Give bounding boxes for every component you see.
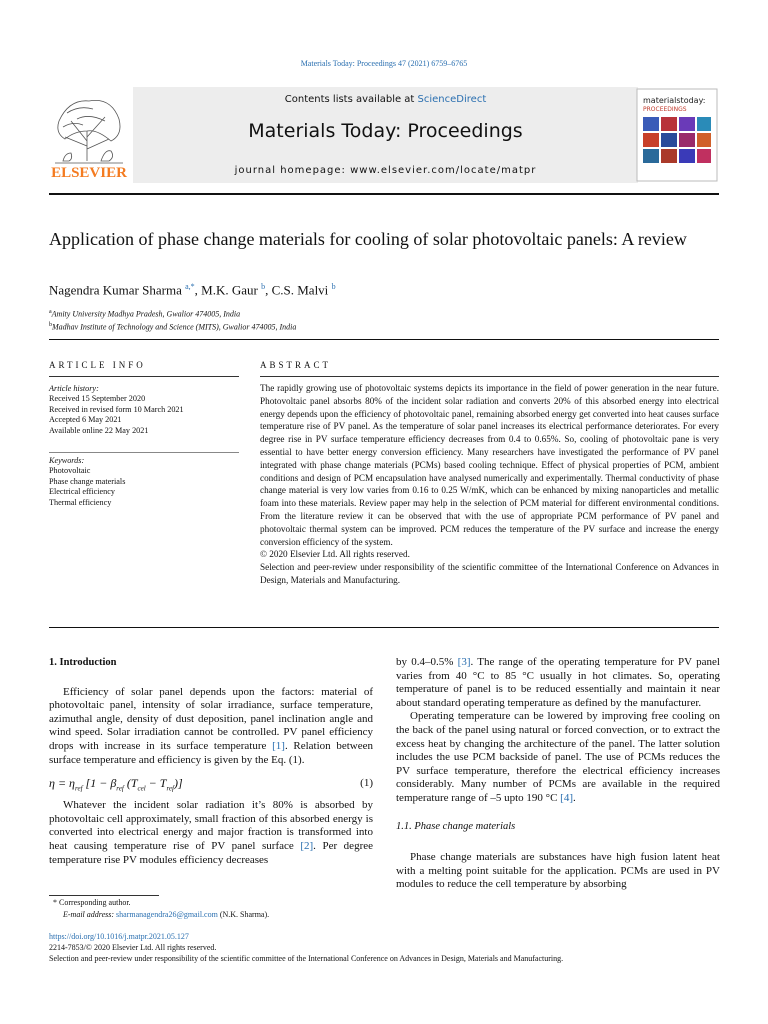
paragraph: Efficiency of solar panel depends upon the factors: material of photovoltaic panel, intensity of solar irradiance, surface temperature, azimuthal angle, density of dust deposition, panel inclination angle and wind speed. Solar irradiation cannot be controlled. PV panel efficiency drops with increase in its surface temperature [1]. Relation between surface temperature and efficiency is given by the Eq. (1). — [49, 685, 373, 766]
history-item: Accepted 6 May 2021 — [49, 415, 122, 425]
doi-link[interactable]: https://doi.org/10.1016/j.matpr.2021.05.127 — [49, 932, 189, 941]
citation-link[interactable]: [1] — [272, 739, 285, 752]
abstract-heading: ABSTRACT — [260, 360, 332, 370]
section-rule — [49, 339, 719, 340]
body-column-left — [49, 656, 373, 867]
keywords: Keywords: Photovoltaic Phase change materials Electrical efficiency Thermal efficiency — [49, 456, 239, 508]
keyword: Thermal efficiency — [49, 497, 112, 507]
keyword: Electrical efficiency — [49, 487, 115, 497]
abstract-selection: Selection and peer-review under responsibility of the scientific committee of the International Conference on Advances in Design, Materials and Manufacturing. — [260, 562, 719, 585]
author-name[interactable]: C.S. Malvi — [271, 282, 329, 298]
paragraph: Operating temperature can be lowered by improving free cooling on the back of the panel using natural or forced convection, or to extract the excess heat by changing the architecture of the panel. The latter solution includes the use PCM backside of panel. The use of PCMs reduces the PV surface temperature, therefore the electrical efficiency increases considerably. Many number of PCMs are available in the required temperature range of –5 upto 190 °C [4]. — [396, 710, 720, 804]
section-heading: 1. Introduction — [49, 657, 117, 668]
email-link[interactable]: sharmanagendra26@gmail.com — [116, 910, 218, 919]
bottom-metadata — [49, 931, 563, 964]
sciencedirect-link[interactable]: ScienceDirect — [417, 94, 487, 105]
article-info-heading: ARTICLE INFO — [49, 360, 146, 370]
contents-line: Contents lists available at ScienceDirect — [284, 94, 487, 105]
abstract-rule — [260, 376, 719, 377]
subsection-heading: 1.1. Phase change materials — [396, 820, 516, 832]
homepage-link[interactable]: www.elsevier.com/locate/matpr — [350, 165, 537, 176]
article-info-rule — [49, 376, 239, 377]
citation-link[interactable]: [4] — [560, 791, 573, 804]
keyword: Phase change materials — [49, 476, 126, 486]
journal-citation[interactable]: Materials Today: Proceedings 47 (2021) 6759–6765 — [300, 59, 468, 68]
journal-title: Materials Today: Proceedings — [248, 120, 523, 142]
author-name[interactable]: Nagendra Kumar Sharma — [49, 282, 182, 298]
elsevier-wordmark: ELSEVIER — [51, 165, 127, 181]
paragraph: by 0.4–0.5% [3]. The range of the operating temperature for PV panel varies from 40 °C to 85 °C usually in hot climates. So, operating temperature of panel is to be reduced essentially and maintain it near about standard operating temperature as defined by the manufacturer. — [396, 656, 720, 709]
header-band — [133, 87, 638, 183]
equation: $\eta = \eta_{ref}$ [$1 - \beta_{ref}$ $(T_{cel} - T_{ref})$] (1) — [49, 776, 373, 793]
citation-link[interactable]: [2] — [300, 839, 314, 852]
author-list: Nagendra Kumar Sharma $^{a,*}$, M.K. Gaur $^b$, C.S. Malvi $^b$ — [49, 282, 336, 298]
abstract-copyright: © 2020 Elsevier Ltd. All rights reserved. — [260, 549, 410, 560]
svg-text:materialstoday:: materialstoday: — [643, 96, 706, 105]
history-item: Received in revised form 10 March 2021 — [49, 404, 184, 414]
corresponding-author-note: * Corresponding author. — [53, 898, 131, 907]
affiliation: $^b$Madhav Institute of Technology and Science (MITS), Gwalior 474005, India — [49, 321, 297, 332]
journal-header — [49, 87, 719, 183]
svg-text:PROCEEDINGS: PROCEEDINGS — [643, 106, 687, 113]
equation-number: (1) — [360, 777, 373, 790]
author-name[interactable]: M.K. Gaur — [201, 282, 258, 298]
footnote-rule — [49, 895, 159, 896]
paragraph: Phase change materials are substances have high fusion latent heat with a melting point suitable for the application. PCMs are used in PV modules to reduce the cell temperature by absorbing — [396, 851, 720, 891]
journal-homepage: journal homepage: www.elsevier.com/locate/matpr — [234, 165, 537, 176]
issn-copyright: 2214-7853/© 2020 Elsevier Ltd. All rights reserved. — [49, 943, 217, 952]
abstract — [260, 382, 719, 587]
abstract-text: The rapidly growing use of photovoltaic systems depicts its importance in the field of power generation in the near future. Photovoltaic panel absorbs 80% of the incident solar radiation and converts 20% of this absorbed energy into electrical energy depends upon the efficiency of photovoltaic panel, remaining absorbed energy get converted into heat causes surface temperature rise of PV panel. As the temperature of solar panel increases its electrical performance deteriorates. For every degree rise in PV surface temperature efficiency decreases from 0.4 to 0.65%. So, cooling of photovoltaic pane is very essential to have better energy conversion efficiency. Many researchers have investigated the performance of PV panel integrated with phase change materials (PCMs) based cooling technique. Effect of physical properties of PCM, ambient conditions and design of PCM encapsulation have analysed numerically and experimentally. Thermal conductivity of phase change material is very low varies from 0.16 to 0.25 W/mK, which can be enhanced by mixing nanoparticles and metallic foam into these materials. Review paper may help in the selection of PCM material for different environmental conditions. From the literature review it can be observed that with the use of appropriate PCM performance of PV panel and photovoltaic thermal system can be improved. PCM reduces the temperature of the PV surface and increase the energy conversion efficiency of the system. — [260, 383, 719, 547]
paragraph: Whatever the incident solar radiation it’s 80% is absorbed by photovoltaic cell approximately, small fraction of this absorbed energy is converted into electrical energy and major fraction is transformed into heat causing temperature rise of PV panel surface [2]. Per degree temperature rise PV modules efficiency decreases — [49, 799, 373, 866]
footnotes — [49, 897, 269, 921]
email-note: E-mail address: sharmanagendra26@gmail.com (N.K. Sharma). — [63, 910, 270, 919]
peer-review-note: Selection and peer-review under responsibility of the scientific committee of the International Conference on Advances in Design, Materials and Manufacturing. — [49, 954, 564, 963]
affiliation: $^a$Amity University Madhya Pradesh, Gwalior 474005, India — [49, 309, 241, 319]
article-history: Article history: Received 15 September 2020 Received in revised form 10 March 2021 Accepted 6 May 2021 Available online 22 May 2021 — [49, 384, 239, 436]
citation-link[interactable]: [3] — [457, 656, 471, 668]
journal-cover-thumbnail — [635, 87, 719, 183]
keyword: Photovoltaic — [49, 466, 91, 476]
article-title: Application of phase change materials for cooling of solar photovoltaic panels: A review — [49, 229, 687, 249]
history-item: Available online 22 May 2021 — [49, 425, 149, 435]
header-rule — [49, 193, 719, 195]
history-item: Received 15 September 2020 — [49, 394, 146, 404]
elsevier-tree-logo — [49, 91, 129, 181]
affiliations — [49, 307, 296, 332]
body-column-right — [396, 656, 720, 892]
keywords-rule — [49, 452, 239, 453]
section-rule — [49, 627, 719, 628]
